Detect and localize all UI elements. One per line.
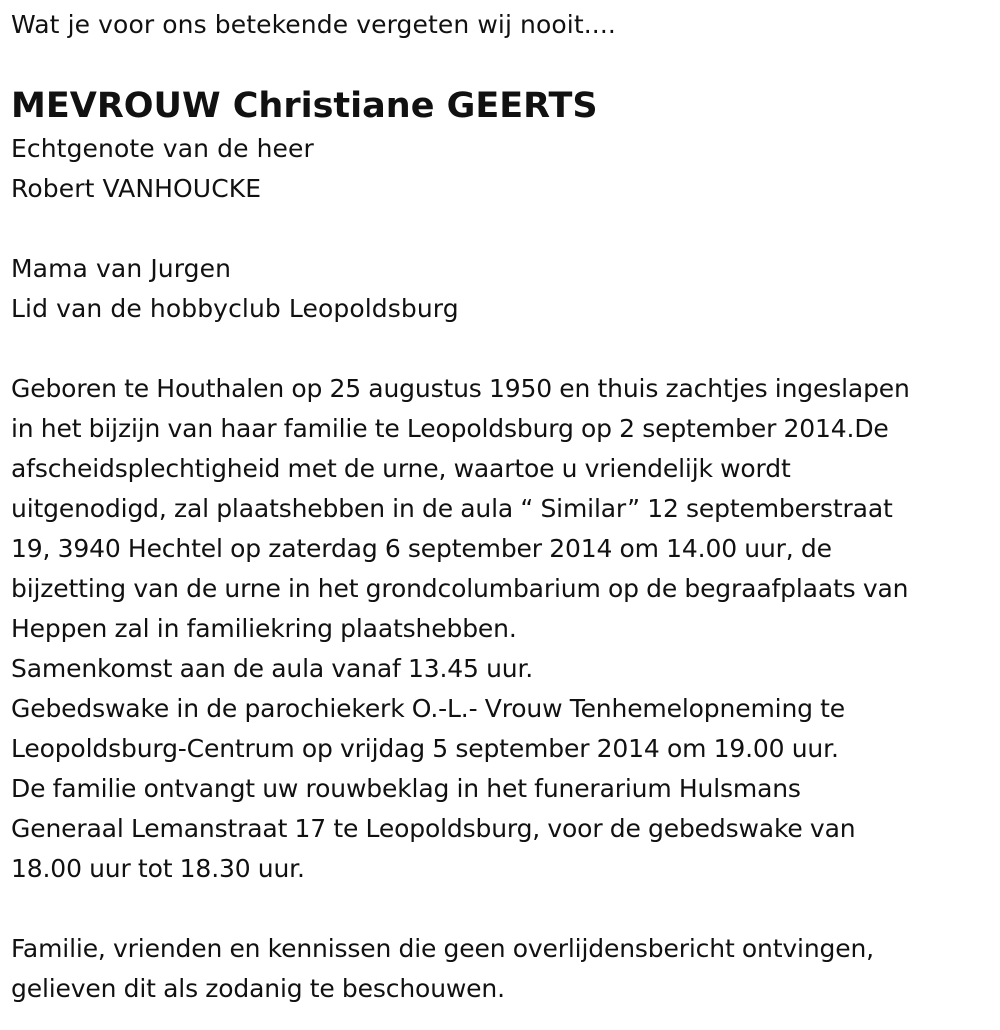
relation-line: Echtgenote van de heer <box>11 134 314 163</box>
spacer <box>11 889 996 929</box>
detail-line: De familie ontvangt uw rouwbeklag in het funerarium Hulsmans <box>11 774 801 803</box>
detail-line: Generaal Lemanstraat 17 te Leopoldsburg, voor de gebedswake van <box>11 814 856 843</box>
deceased-name: MEVROUW Christiane GEERTS <box>11 86 598 126</box>
detail-line: Heppen zal in familiekring plaatshebben. <box>11 614 517 643</box>
spacer <box>11 209 996 249</box>
detail-line: Gebedswake in de parochiekerk O.-L.- Vrouw Tenhemelopneming te <box>11 694 846 723</box>
role-line: Mama van Jurgen <box>11 254 232 283</box>
closing-line: gelieven dit als zodanig te beschouwen. <box>11 974 505 1003</box>
detail-line: Leopoldsburg-Centrum op vrijdag 5 september 2014 om 19.00 uur. <box>11 734 839 763</box>
spacer <box>11 329 996 369</box>
detail-line: 18.00 uur tot 18.30 uur. <box>11 854 305 883</box>
detail-line: 19, 3940 Hechtel op zaterdag 6 september 2014 om 14.00 uur, de <box>11 534 832 563</box>
role-line: Lid van de hobbyclub Leopoldsburg <box>11 294 459 323</box>
detail-line: in het bijzijn van haar familie te Leopoldsburg op 2 september 2014.De <box>11 414 889 443</box>
relation-line: Robert VANHOUCKE <box>11 174 262 203</box>
detail-line: afscheidsplechtigheid met de urne, waartoe u vriendelijk wordt <box>11 454 791 483</box>
detail-line: uitgenodigd, zal plaatshebben in de aula “ Similar” 12 septemberstraat <box>11 494 893 523</box>
closing-line: Familie, vrienden en kennissen die geen overlijdensbericht ontvingen, <box>11 934 874 963</box>
detail-line: bijzetting van de urne in het grondcolumbarium op de begraafplaats van <box>11 574 909 603</box>
intro-quote: Wat je voor ons betekende vergeten wij nooit.... <box>11 10 616 39</box>
obituary-notice <box>11 0 996 1009</box>
detail-line: Geboren te Houthalen op 25 augustus 1950 en thuis zachtjes ingeslapen <box>11 374 910 403</box>
detail-line: Samenkomst aan de aula vanaf 13.45 uur. <box>11 654 534 683</box>
